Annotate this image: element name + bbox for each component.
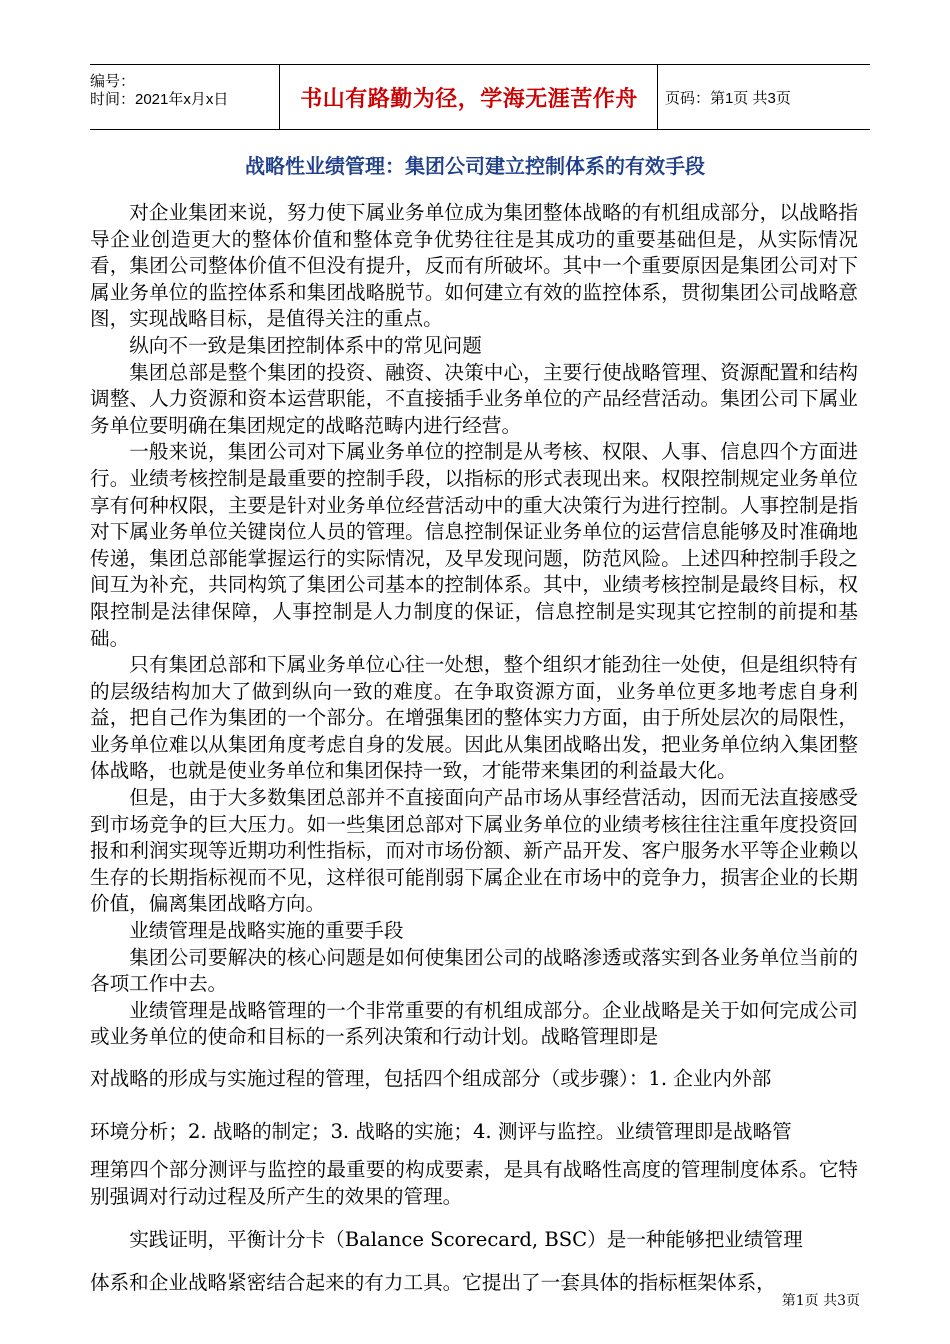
paragraph: 业绩管理是战略管理的一个非常重要的有机组成部分。企业战略是关于如何完成公司或业务单位的使命和目标的一系列决策和行动计划。战略管理即是 xyxy=(90,998,858,1049)
paragraph: 对企业集团来说，努力使下属业务单位成为集团整体战略的有机组成部分，以战略指导企业创造更大的整体价值和整体竞争优势往往是其成功的重要基础但是，从实际情况看，集团公司整体价值不但没有提升，反而有所破坏。其中一个重要原因是集团公司对下属业务单位的监控体系和集团战略脱节。如何建立有效的监控体系，贯彻集团公司战略意图，实现战略目标，是值得关注的重点。 xyxy=(90,201,858,331)
section-heading: 业绩管理是战略实施的重要手段 xyxy=(129,919,404,943)
paragraph: 集团总部是整个集团的投资、融资、决策中心，主要行使战略管理、资源配置和结构调整、人力资源和资本运营职能，不直接插手业务单位的产品经营活动。集团公司下属业务单位要明确在集团规定的战略范畴内进行经营。 xyxy=(90,360,858,437)
document-date: 时间：2021年x月x日 xyxy=(90,91,229,108)
page-footer: 第1页 共3页 xyxy=(781,1293,860,1309)
paragraph: 只有集团总部和下属业务单位心往一处想，整个组织才能劲往一处使，但是组织特有的层级结构加大了做到纵向一致的难度。在争取资源方面，业务单位更多地考虑自身利益，把自己作为集团的一个部分。在增强集团的整体实力方面，由于所处层次的局限性，业务单位难以从集团角度考虑自身的发展。因此从集团战略出发，把业务单位纳入集团整体战略，也就是使业务单位和集团保持一致，才能带来集团的利益最大化。 xyxy=(90,653,858,783)
paragraph-line: 体系和企业战略紧密结合起来的有力工具。它提出了一套具体的指标框架体系， xyxy=(90,1271,776,1295)
paragraph-line: 环境分析；2. 战略的制定；3. 战略的实施；4. 测评与监控。业绩管理即是战略管 xyxy=(90,1120,792,1143)
header-motto: 书山有路勤为径，学海无涯苦作舟 xyxy=(281,65,658,129)
document-title: 战略性业绩管理：集团公司建立控制体系的有效手段 xyxy=(245,154,705,178)
paragraph-line: 对战略的形成与实施过程的管理，包括四个组成部分（或步骤）：1. 企业内外部 xyxy=(90,1067,772,1090)
paragraph: 但是，由于大多数集团总部并不直接面向产品市场从事经营活动，因而无法直接感受到市场竞争的巨大压力。如一些集团总部对下属业务单位的业绩考核往往注重年度投资回报和利润实现等近期功利性指标，而对市场份额、新产品开发、客户服务水平等企业赖以生存的长期指标视而不见，这样很可能削弱下属企业在市场中的竞争力，损害企业的长期价值，偏离集团战略方向。 xyxy=(90,786,858,916)
paragraph: 一般来说，集团公司对下属业务单位的控制是从考核、权限、人事、信息四个方面进行。业绩考核控制是最重要的控制手段，以指标的形式表现出来。权限控制规定业务单位享有何种权限，主要是针对业务单位经营活动中的重大决策行为进行控制。人事控制是指对下属业务单位关键岗位人员的管理。信息控制保证业务单位的运营信息能够及时准确地传递，集团总部能掌握运行的实际情况，及早发现问题，防范风险。上述四种控制手段之间互为补充，共同构筑了集团公司基本的控制体系。其中，业绩考核控制是最终目标，权限控制是法律保障，人事控制是人力制度的保证，信息控制是实现其它控制的前提和基础。 xyxy=(90,440,858,650)
document-body xyxy=(90,200,858,1304)
document-number-label: 编号： xyxy=(90,73,136,90)
page-header xyxy=(90,64,870,130)
paragraph: 集团公司要解决的核心问题是如何使集团公司的战略渗透或落实到各业务单位当前的各项工作中去。 xyxy=(90,945,858,996)
header-meta xyxy=(90,65,280,129)
paragraph-line: 实践证明，平衡计分卡（Balance Scorecard, BSC）是一种能够把业绩管理 xyxy=(129,1228,803,1252)
section-heading: 纵向不一致是集团控制体系中的常见问题 xyxy=(129,333,482,357)
header-page-info: 页码：第1页 共3页 xyxy=(665,89,791,107)
paragraph-line: 理第四个部分测评与监控的最重要的构成要素，是具有战略性高度的管理制度体系。它特别强调对行动过程及所产生的效果的管理。 xyxy=(90,1158,858,1208)
